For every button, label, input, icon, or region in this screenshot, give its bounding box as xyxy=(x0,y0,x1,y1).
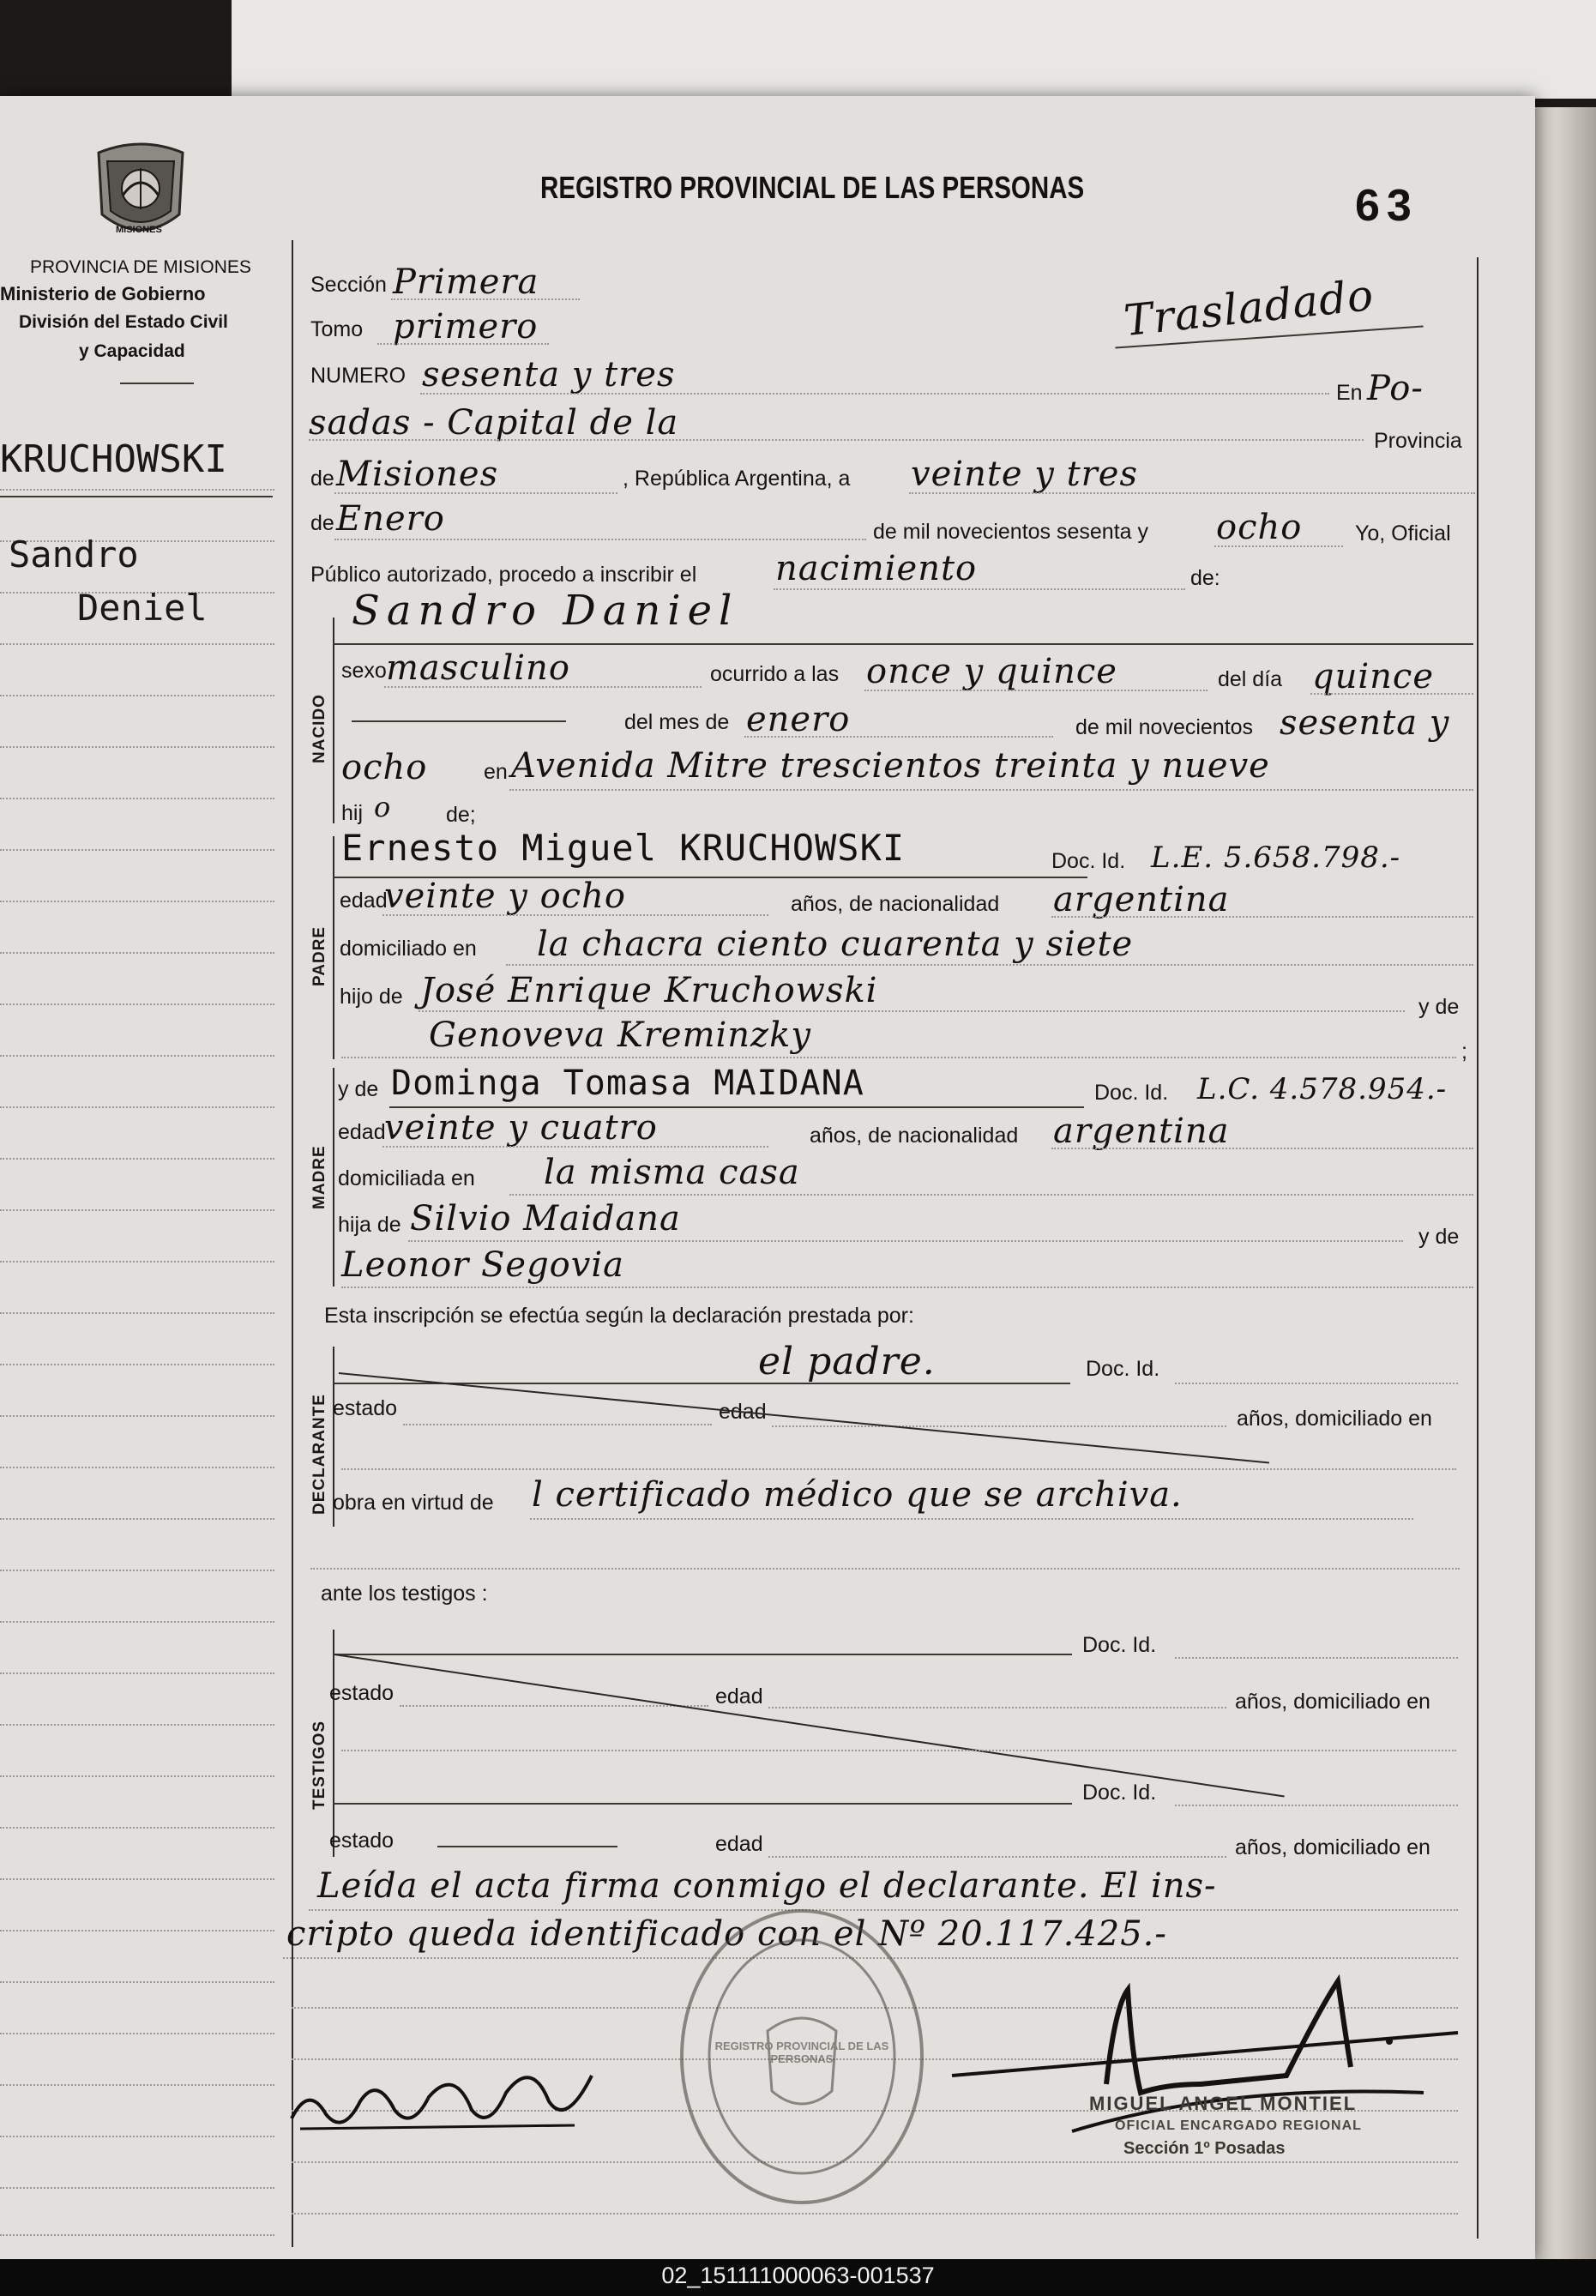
nacido-name: Sandro Daniel xyxy=(352,587,739,635)
margin-surname: KRUCHOWSKI xyxy=(0,437,227,481)
nacido-section-label: NACIDO xyxy=(310,694,328,763)
madre-anios-label: años, de nacionalidad xyxy=(810,1124,1019,1148)
sexo-value: masculino xyxy=(386,648,570,688)
declarante-name: el padre. xyxy=(758,1340,936,1383)
madre-edad-label: edad xyxy=(338,1120,386,1144)
testigo2-doc-label: Doc. Id. xyxy=(1082,1781,1157,1805)
declarante-intro: Esta inscripción se efectúa según la declaración prestada por: xyxy=(324,1304,914,1328)
testigo1-edad-label: edad xyxy=(715,1684,763,1708)
padre-y-de: y de xyxy=(1418,995,1460,1019)
book-edge xyxy=(1530,107,1596,2259)
page-number: 63 xyxy=(1355,181,1418,231)
agency-line1: PROVINCIA DE MISIONES xyxy=(30,257,251,277)
place-value: sadas - Capital de la xyxy=(309,403,679,443)
margin-given-name-1: Sandro xyxy=(9,533,139,576)
testigo1-doc-label: Doc. Id. xyxy=(1082,1633,1157,1657)
padre-father-value: José Enrique Kruchowski xyxy=(420,971,878,1010)
padre-nac-value: argentina xyxy=(1053,880,1230,919)
declarante-estado-label: estado xyxy=(333,1396,398,1420)
madre-y-de: y de xyxy=(1418,1225,1460,1249)
year-text: de mil novecientos sesenta y xyxy=(873,520,1149,544)
agency-line3: División del Estado Civil xyxy=(19,312,228,332)
seccion-value: Primera xyxy=(393,262,539,302)
ocurrido-label: ocurrido a las xyxy=(710,662,840,686)
padre-box-border xyxy=(333,836,334,1059)
provincia-label: Provincia xyxy=(1374,429,1462,453)
underlying-page xyxy=(232,0,1596,99)
republica-text: , República Argentina, a xyxy=(623,467,851,491)
padre-mother-value: Genoveva Kreminzky xyxy=(429,1015,811,1055)
de-label: de xyxy=(310,467,334,491)
agency-line4: y Capacidad xyxy=(79,341,185,361)
de2-label: de xyxy=(310,511,334,535)
padre-anios-label: años, de nacionalidad xyxy=(791,892,1000,916)
padre-hijo-label: hijo de xyxy=(340,985,403,1009)
numero-value: sesenta y tres xyxy=(422,355,676,395)
main-border-right xyxy=(1477,257,1479,2239)
province-emblem xyxy=(90,136,191,247)
officer-name: MIGUEL ANGEL MONTIEL xyxy=(1089,2093,1358,2114)
testigo1-estado-label: estado xyxy=(329,1681,394,1705)
madre-name: Dominga Tomasa MAIDANA xyxy=(391,1064,864,1103)
madre-father-value: Silvio Maidana xyxy=(410,1199,681,1238)
declarant-signature xyxy=(283,2050,609,2144)
testigo2-estado-line xyxy=(437,1846,617,1847)
padre-edad-label: edad xyxy=(340,889,388,913)
mil-label: de mil novecientos xyxy=(1075,715,1254,739)
madre-box-border xyxy=(333,1068,334,1287)
declarante-anios-label: años, domiciliado en xyxy=(1237,1407,1432,1431)
day-value: veinte y tres xyxy=(911,455,1138,494)
padre-dom-label: domiciliado en xyxy=(340,937,477,961)
yo-oficial: Yo, Oficial xyxy=(1355,521,1451,545)
province-value: Misiones xyxy=(336,455,499,494)
nacido-year-value-2: ocho xyxy=(341,748,428,787)
padre-edad-value: veinte y ocho xyxy=(384,877,626,916)
nacido-en-label: en xyxy=(484,760,508,784)
hijo-value: o xyxy=(374,791,392,823)
dia-value: quince xyxy=(1312,657,1434,696)
madre-dom-value: la misma casa xyxy=(544,1153,800,1192)
seccion-label: Sección xyxy=(310,273,387,297)
year-value: ocho xyxy=(1216,508,1303,547)
testigo2-estado-label: estado xyxy=(329,1829,394,1853)
tomo-value: primero xyxy=(393,307,539,347)
mes-value: enero xyxy=(746,700,851,739)
padre-semicolon: ; xyxy=(1461,1040,1467,1064)
numero-label: NUMERO xyxy=(310,364,407,388)
declarante-section-label: DECLARANTE xyxy=(310,1394,328,1515)
page-title: REGISTRO PROVINCIAL DE LAS PERSONAS xyxy=(540,170,1085,205)
margin-given-name-2: Deniel xyxy=(77,587,208,629)
nacido-name-line xyxy=(333,643,1473,645)
madre-nac-value: argentina xyxy=(1053,1112,1230,1151)
testigos-section-label: TESTIGOS xyxy=(310,1720,328,1810)
madre-section-label: MADRE xyxy=(310,1145,328,1209)
de-colon: de: xyxy=(1190,566,1220,590)
padre-name: Ernesto Miguel KRUCHOWSKI xyxy=(341,827,906,869)
testigo2-anios-label: años, domiciliado en xyxy=(1235,1835,1430,1859)
sexo-label: sexo xyxy=(341,659,387,683)
madre-edad-value: veinte y cuatro xyxy=(384,1108,658,1148)
mes-label: del mes de xyxy=(624,710,730,734)
del-dia-label: del día xyxy=(1218,667,1283,691)
testigo1-name-line xyxy=(333,1654,1072,1655)
hijo-label: hij xyxy=(341,801,364,825)
emblem-text: MISIONES xyxy=(116,225,162,235)
testigo2-name-line xyxy=(333,1803,1072,1805)
officer-title: OFICIAL ENCARGADO REGIONAL xyxy=(1115,2118,1362,2133)
declarante-obra-label: obra en virtud de xyxy=(333,1491,494,1515)
officer-section: Sección 1º Posadas xyxy=(1123,2139,1286,2158)
file-id: 02_151111000063-001537 xyxy=(661,2263,935,2288)
madre-dom-label: domiciliada en xyxy=(338,1166,475,1190)
madre-doc-label: Doc. Id. xyxy=(1094,1081,1169,1105)
closing-line2: cripto queda identificado con el Nº 20.117.425.- xyxy=(286,1914,1167,1954)
closing-line1: Leída el acta firma conmigo el declarante. El ins- xyxy=(317,1866,1217,1906)
madre-mother-value: Leonor Segovia xyxy=(341,1245,624,1285)
padre-dom-value: la chacra ciento cuarenta y siete xyxy=(537,925,1134,964)
month-value: Enero xyxy=(336,499,445,539)
declarante-obra-value: l certificado médico que se archiva. xyxy=(532,1475,1183,1515)
tomo-label: Tomo xyxy=(310,317,364,341)
margin-surname-underline xyxy=(0,496,273,497)
trasladado-annotation: Trasladado xyxy=(1121,269,1376,347)
act-value: nacimiento xyxy=(775,549,978,588)
seal-text: REGISTRO PROVINCIAL DE LAS PERSONAS xyxy=(714,2040,889,2065)
padre-section-label: PADRE xyxy=(310,925,328,986)
testigos-intro: ante los testigos : xyxy=(321,1582,488,1606)
madre-hija-label: hija de xyxy=(338,1213,401,1237)
declarante-edad-label: edad xyxy=(719,1400,767,1424)
testigos-box-border xyxy=(333,1630,334,1857)
publico-text: Público autorizado, procedo a inscribir el xyxy=(310,563,697,587)
agency-line2: Ministerio de Gobierno xyxy=(0,283,206,304)
madre-y-de-label: y de xyxy=(338,1077,379,1101)
en-value: Po- xyxy=(1367,369,1424,408)
time-value: once y quince xyxy=(866,652,1117,691)
nacido-box-border xyxy=(333,618,334,823)
hijo-de: de; xyxy=(446,803,476,827)
en-label: En xyxy=(1336,381,1363,405)
testigo1-anios-label: años, domiciliado en xyxy=(1235,1690,1430,1714)
nacido-year-value: sesenta y xyxy=(1280,703,1450,743)
padre-doc-value: L.E. 5.658.798.- xyxy=(1151,841,1401,875)
nacido-place-value: Avenida Mitre trescientos treinta y nueve xyxy=(511,746,1270,786)
declarante-doc-label: Doc. Id. xyxy=(1086,1357,1160,1381)
testigo2-edad-label: edad xyxy=(715,1832,763,1856)
madre-doc-value: L.C. 4.578.954.- xyxy=(1197,1072,1448,1106)
nacido-blank-line xyxy=(352,720,566,722)
official-seal xyxy=(673,1902,930,2211)
agency-underline xyxy=(120,383,194,384)
padre-doc-label: Doc. Id. xyxy=(1051,849,1126,873)
